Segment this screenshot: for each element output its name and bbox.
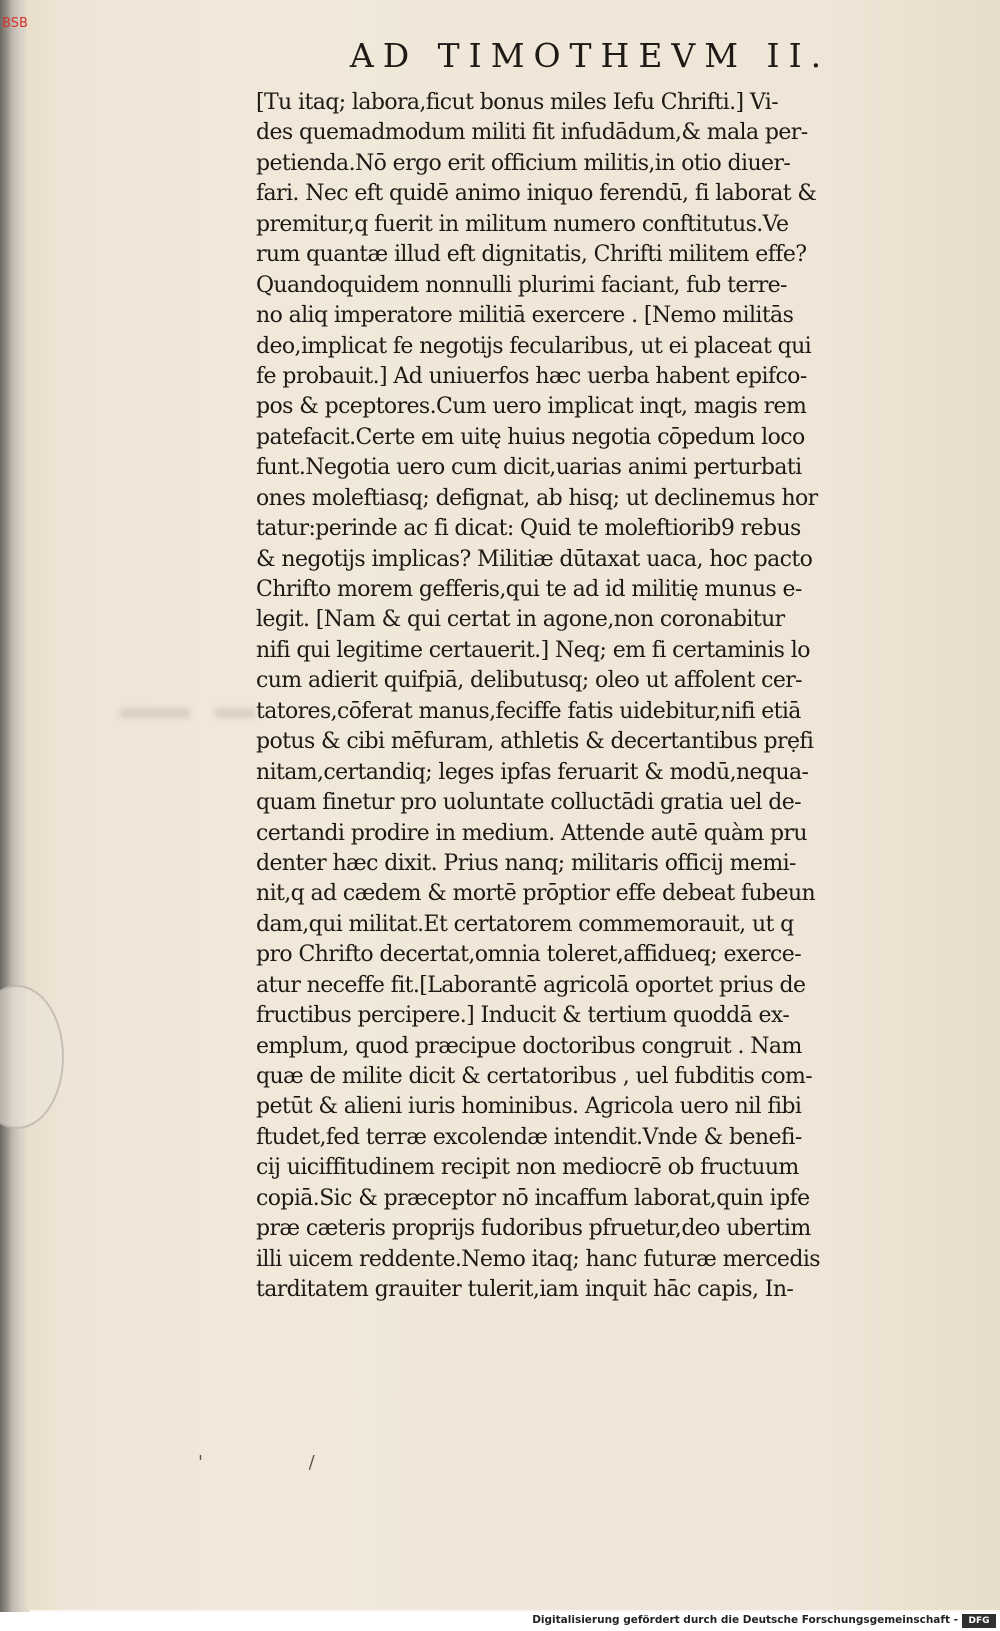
body-text xyxy=(256,88,946,1306)
funding-credit: Digitalisierung gefördert durch die Deutsche Forschungsgemeinschaft - xyxy=(532,1614,958,1626)
text-line: tatores,cōferat manus,feciffe fatis uidebitur,nifi etiā xyxy=(256,698,801,724)
text-line: nit,q ad cædem & mortē prōptior effe debeat fubeun xyxy=(256,881,816,907)
text-line: potus & cibi mēfuram, athletis & decertantibus prẹfi xyxy=(256,729,814,755)
text-line: nitam,certandiq; leges ipfas feruarit & modū,nequa- xyxy=(256,759,809,785)
text-line: no aliq imperatore militiā exercere . [Nemo militās xyxy=(256,303,794,329)
text-line: premitur,q fuerit in militum numero conftitutus.Ve xyxy=(256,211,789,237)
text-line: funt.Negotia uero cum dicit,uarias animi perturbati xyxy=(256,455,802,481)
text-line: ftudet,fed terræ excolendæ intendit.Vnde & benefi- xyxy=(256,1124,802,1150)
bleed-through-mark xyxy=(120,708,190,718)
text-line: petūt & alieni iuris hominibus. Agricola uero nil fibi xyxy=(256,1094,802,1120)
text-line: atur neceffe fit.[Laborantē agricolā oportet prius de xyxy=(256,972,806,998)
text-line: nifi qui legitime certauerit.] Neq; em fi certaminis lo xyxy=(256,637,810,663)
text-line: petienda.Nō ergo erit officium militis,in otio diuer- xyxy=(256,150,791,176)
running-head: AD TIMOTHEVM II. xyxy=(349,36,831,75)
text-line: Chrifto morem gefferis,qui te ad id militię munus e- xyxy=(256,577,802,602)
text-line: & negotijs implicas? Militiæ dūtaxat uaca, hoc pacto xyxy=(256,546,813,572)
text-line: fe probauit.] Ad uniuerfos hæc uerba habent epifco- xyxy=(256,363,807,389)
page-marks: ' / xyxy=(198,1452,365,1473)
text-line: Quandoquidem nonnulli plurimi faciant, fub terre- xyxy=(256,272,787,298)
library-stamp: BSB xyxy=(2,16,28,31)
text-line: tatur:perinde ac fi dicat: Quid te moleftiorib9 rebus xyxy=(256,516,801,542)
text-line: tarditatem grauiter tulerit,iam inquit hāc capis, In- xyxy=(256,1277,794,1303)
digitization-footer xyxy=(0,1612,1000,1631)
text-line: dam,qui militat.Et certatorem commemorauit, ut q xyxy=(256,911,794,937)
text-line: quam finetur pro uoluntate colluctādi gratia uel de- xyxy=(256,790,802,816)
text-line: patefacit.Certe em uitę huius negotia cōpedum loco xyxy=(256,424,805,450)
bleed-through-mark xyxy=(215,708,255,718)
dfg-logo: DFG xyxy=(962,1614,996,1628)
text-line: quæ de milite dicit & certatoribus , uel fubditis com- xyxy=(256,1064,813,1089)
text-line: cum adierit quifpiā, delibutusq; oleo ut affolent cer- xyxy=(256,668,802,694)
text-line: [Tu itaq; labora,ficut bonus miles Iefu Chrifti.] Vi- xyxy=(256,90,779,115)
text-line: fructibus percipere.] Inducit & tertium quoddā ex- xyxy=(256,1003,790,1029)
text-line: rum quantæ illud eft dignitatis, Chrifti militem effe? xyxy=(256,242,807,268)
text-line: des quemadmodum militi fit infudādum,& mala per- xyxy=(256,120,808,146)
text-line: cij uiciffitudinem recipit non mediocrē ob fructuum xyxy=(256,1155,799,1181)
text-line: præ cæteris proprijs fudoribus pfruetur,deo ubertim xyxy=(256,1216,811,1242)
text-line: copiā.Sic & præceptor nō incaffum laborat,quin ipfe xyxy=(256,1185,810,1211)
text-line: emplum, quod præcipue doctoribus congruit . Nam xyxy=(256,1033,802,1059)
text-line: denter hæc dixit. Prius nanq; militaris officij memi- xyxy=(256,850,796,876)
text-line: certandi prodire in medium. Attende autē quàm pru xyxy=(256,820,808,846)
text-line: pos & pceptores.Cum uero implicat inqt, magis rem xyxy=(256,394,807,420)
text-line: legit. [Nam & qui certat in agone,non coronabitur xyxy=(256,607,785,633)
text-line: deo,implicat fe negotijs fecularibus, ut ei placeat qui xyxy=(256,333,812,359)
text-line: illi uicem reddente.Nemo itaq; hanc futuræ mercedis xyxy=(256,1246,820,1272)
text-line: ones moleftiasq; defignat, ab hisq; ut declinemus hor xyxy=(256,485,818,511)
text-line: fari. Nec eft quidē animo iniquo ferendū, fi laborat & xyxy=(256,181,817,207)
text-line: pro Chrifto decertat,omnia toleret,affidueq; exerce- xyxy=(256,942,802,968)
